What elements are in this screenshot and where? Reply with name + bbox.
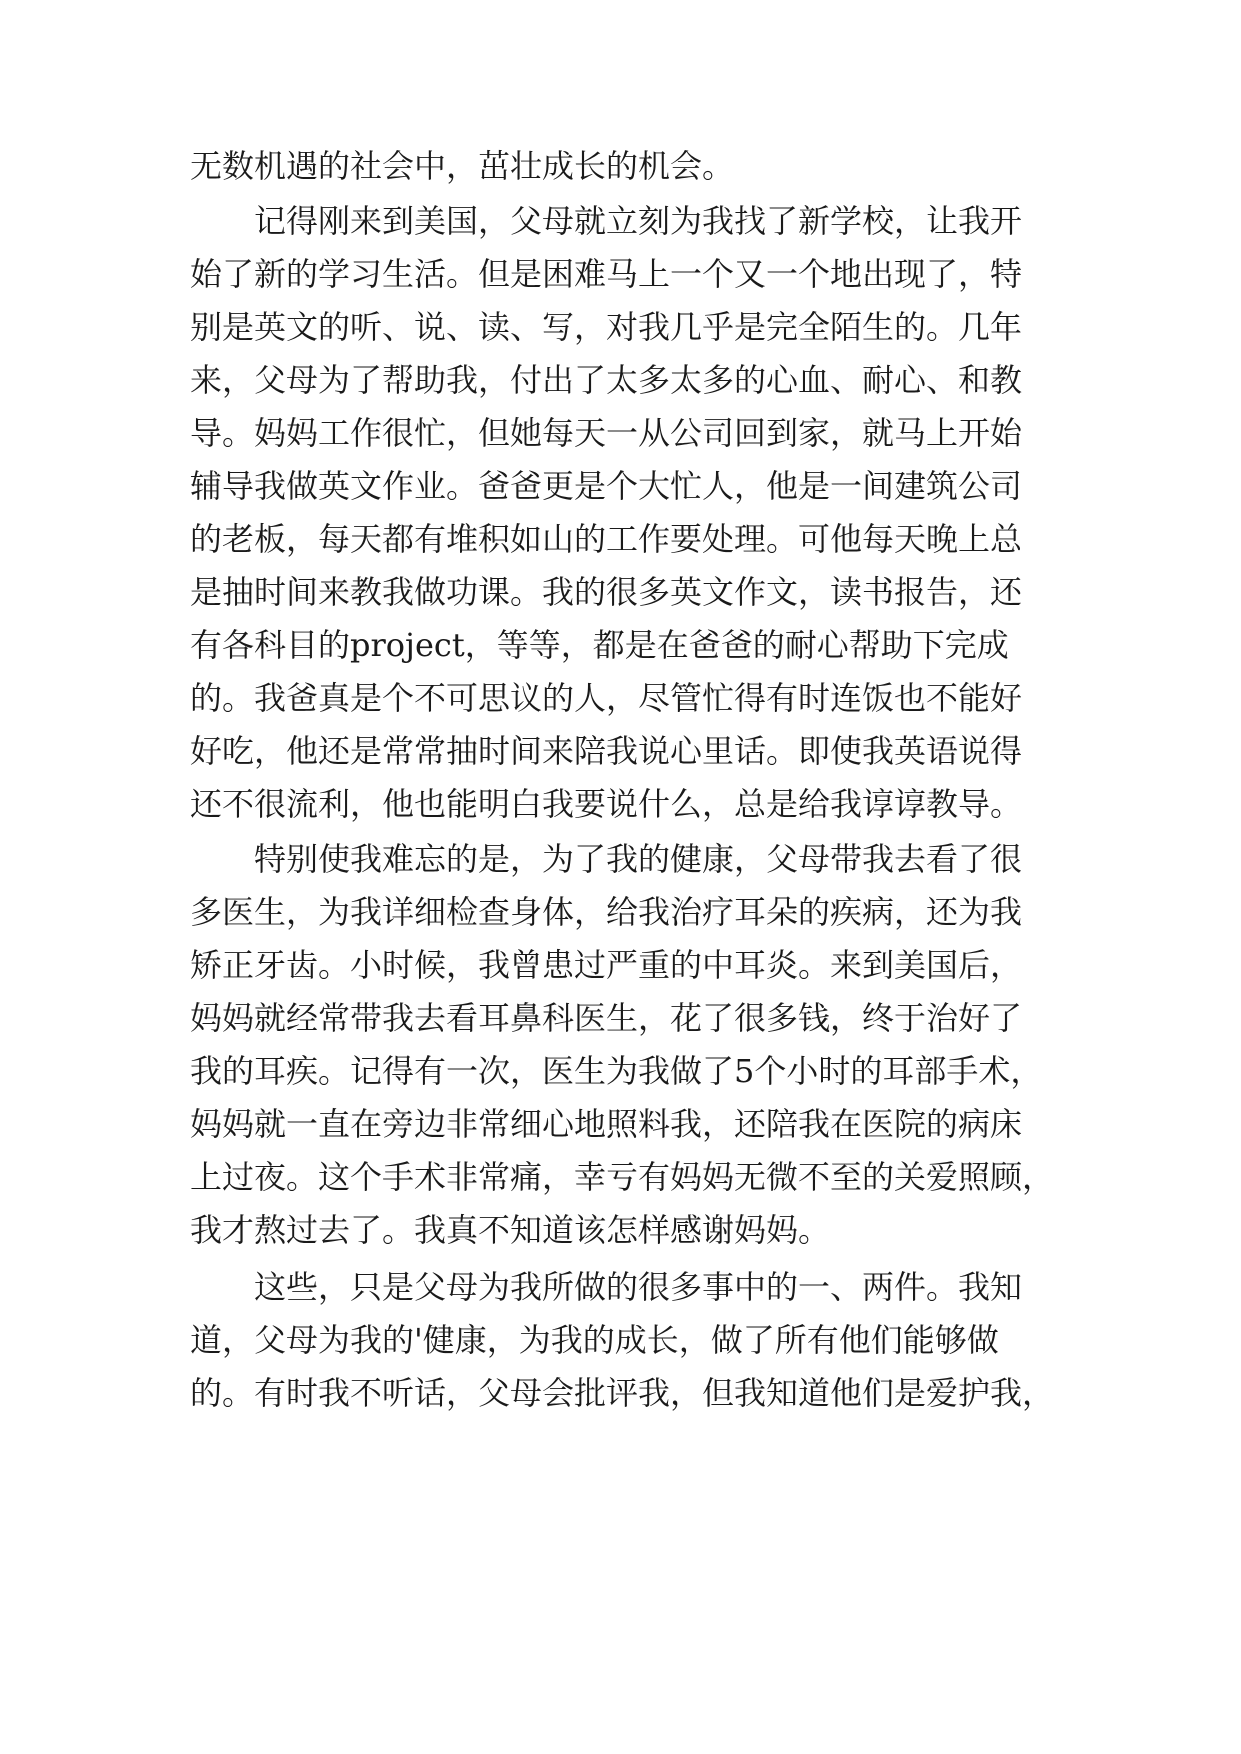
text-line: 道，父母为我的'健康，为我的成长，做了所有他们能够做 <box>190 1321 999 1359</box>
text-line: 辅导我做英文作业。爸爸更是个大忙人，他是一间建筑公司 <box>190 467 1023 505</box>
text-line: 是抽时间来教我做功课。我的很多英文作文，读书报告，还 <box>190 573 1023 611</box>
text-line: 来，父母为了帮助我，付出了太多太多的心血、耐心、和教 <box>190 361 1023 399</box>
text-line: 的老板，每天都有堆积如山的工作要处理。可他每天晚上总 <box>190 520 1023 558</box>
text-line: 的。我爸真是个不可思议的人，尽管忙得有时连饭也不能好 <box>190 679 1023 717</box>
text-line: 始了新的学习生活。但是困难马上一个又一个地出现了，特 <box>190 255 1023 293</box>
text-line: 多医生，为我详细检查身体，给我治疗耳朵的疾病，还为我 <box>190 893 1023 931</box>
text-line: 妈妈就一直在旁边非常细心地照料我，还陪我在医院的病床 <box>190 1105 1023 1143</box>
text-line: 好吃，他还是常常抽时间来陪我说心里话。即使我英语说得 <box>190 732 1023 770</box>
text-line: 妈妈就经常带我去看耳鼻科医生，花了很多钱，终于治好了 <box>190 999 1023 1037</box>
text-line: 无数机遇的社会中，茁壮成长的机会。 <box>190 147 735 185</box>
text-line: 导。妈妈工作很忙，但她每天一从公司回到家，就马上开始 <box>190 414 1023 452</box>
text-line: 还不很流利，他也能明白我要说什么，总是给我谆谆教导。 <box>190 785 1023 823</box>
text-line: 有各科目的project，等等，都是在爸爸的耐心帮助下完成 <box>190 626 1009 664</box>
paragraph-first-line: 记得刚来到美国，父母就立刻为我找了新学校，让我开 <box>254 202 1023 240</box>
paragraph-first-line: 这些，只是父母为我所做的很多事中的一、两件。我知 <box>254 1268 1023 1306</box>
text-line: 上过夜。这个手术非常痛，幸亏有妈妈无微不至的关爱照顾， <box>190 1158 1055 1196</box>
paragraph-first-line: 特别使我难忘的是，为了我的健康，父母带我去看了很 <box>254 840 1023 878</box>
text-line: 我的耳疾。记得有一次，医生为我做了5个小时的耳部手术， <box>190 1052 1043 1090</box>
text-line: 我才熬过去了。我真不知道该怎样感谢妈妈。 <box>190 1211 831 1249</box>
text-line: 的。有时我不听话，父母会批评我，但我知道他们是爱护我， <box>190 1374 1055 1412</box>
text-line: 别是英文的听、说、读、写，对我几乎是完全陌生的。几年 <box>190 308 1023 346</box>
text-line: 矫正牙齿。小时候，我曾患过严重的中耳炎。来到美国后， <box>190 946 1023 984</box>
